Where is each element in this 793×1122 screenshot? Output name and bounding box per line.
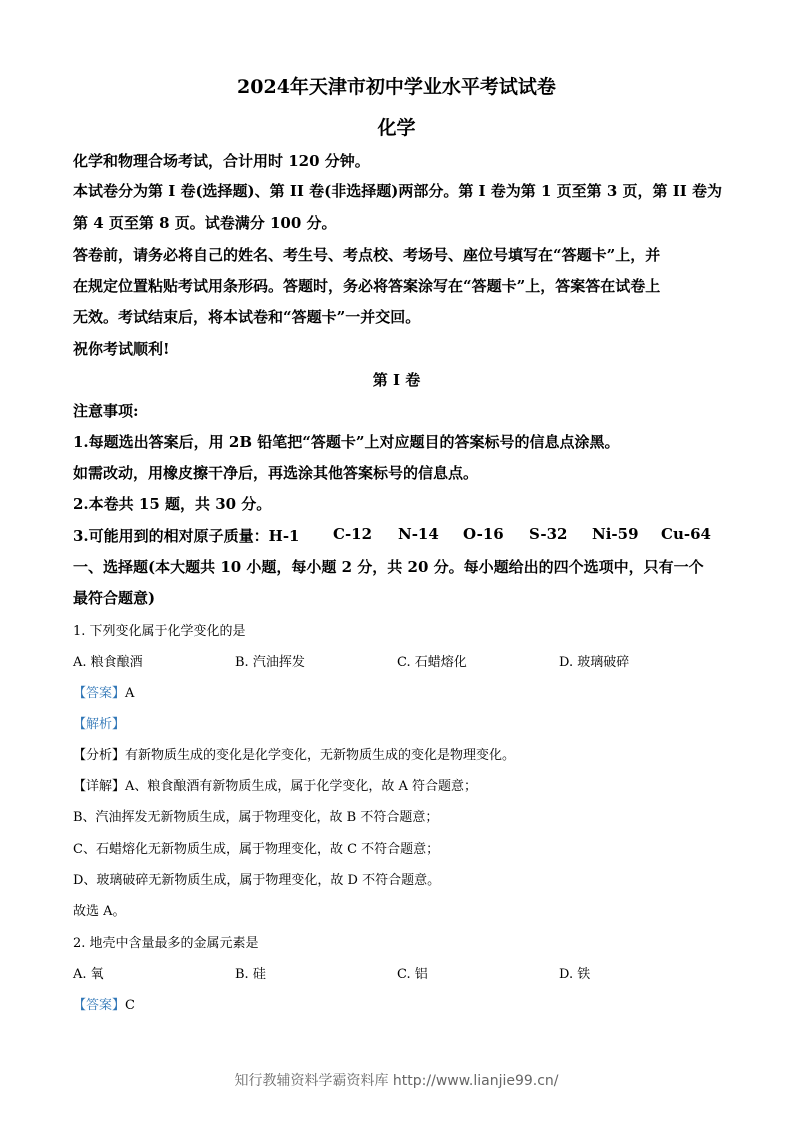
atomic-mass: C-12 bbox=[333, 525, 373, 543]
intro-line: 祝你考试顺利! bbox=[73, 340, 170, 358]
option-a: A. 粮食酿酒 bbox=[73, 655, 143, 670]
answer-value: C bbox=[125, 998, 135, 1013]
masses-label: 3.可能用到的相对原子质量：H-1 bbox=[73, 527, 300, 545]
intro-line: 无效。考试结束后，将本试卷和“答题卡”一并交回。 bbox=[73, 308, 421, 326]
section-heading: 一、选择题(本大题共 10 小题，每小题 2 分，共 20 分。每小题给出的四个选项中，只有一个 bbox=[73, 558, 704, 576]
intro-line: 答卷前，请务必将自己的姓名、考生号、考点校、考场号、座位号填写在“答题卡”上，并 bbox=[73, 246, 661, 264]
atomic-mass: S-32 bbox=[529, 525, 568, 543]
answer-value: A bbox=[125, 686, 135, 701]
answer-tag: 【答案】 bbox=[73, 686, 126, 701]
option-d: D. 玻璃破碎 bbox=[559, 655, 630, 670]
detail-line: C、石蜡熔化无新物质生成，属于物理变化，故 C 不符合题意； bbox=[73, 842, 440, 857]
note-line: 2.本卷共 15 题，共 30 分。 bbox=[73, 495, 272, 513]
answer-line bbox=[73, 682, 134, 701]
atomic-mass: Ni-59 bbox=[592, 525, 639, 543]
atomic-mass: N-14 bbox=[398, 525, 439, 543]
intro-line: 在规定位置粘贴考试用条形码。答题时，务必将答案涂写在“答题卡”上，答案答在试卷上 bbox=[73, 277, 661, 295]
intro-line: 化学和物理合场考试，合计用时 120 分钟。 bbox=[73, 152, 370, 170]
note-line: 如需改动，用橡皮擦干净后，再选涂其他答案标号的信息点。 bbox=[73, 464, 479, 482]
option-c: C. 石蜡熔化 bbox=[397, 655, 467, 670]
answer-line bbox=[73, 994, 135, 1013]
intro-line: 本试卷分为第 I 卷(选择题)、第 II 卷(非选择题)两部分。第 I 卷为第 1 页至第 3 页，第 II 卷为 bbox=[73, 182, 723, 200]
detail-line: 【详解】A、粮食酿酒有新物质生成，属于化学变化，故 A 符合题意； bbox=[73, 779, 478, 794]
section-heading-cont: 最符合题意) bbox=[73, 589, 156, 607]
subject-title: 化学 bbox=[377, 117, 416, 139]
detail-line: B、汽油挥发无新物质生成，属于物理变化，故 B 不符合题意； bbox=[73, 810, 439, 825]
notes-title: 注意事项: bbox=[73, 402, 139, 420]
question-stem: 1. 下列变化属于化学变化的是 bbox=[73, 624, 246, 639]
detail-line: D、玻璃破碎无新物质生成，属于物理变化，故 D 不符合题意。 bbox=[73, 873, 441, 888]
part-heading: 第 I 卷 bbox=[372, 371, 421, 389]
page-title: 2024年天津市初中学业水平考试试卷 bbox=[237, 76, 556, 98]
question-stem: 2. 地壳中含量最多的金属元素是 bbox=[73, 936, 259, 951]
atomic-mass: O-16 bbox=[463, 525, 504, 543]
analysis-line: 【分析】有新物质生成的变化是化学变化，无新物质生成的变化是物理变化。 bbox=[73, 748, 516, 763]
option-b: B. 汽油挥发 bbox=[235, 655, 305, 670]
detail-line: 故选 A。 bbox=[73, 904, 126, 919]
option-b: B. 硅 bbox=[235, 967, 266, 982]
answer-tag: 【答案】 bbox=[73, 998, 126, 1013]
footer-watermark: 知行教辅资料学霸资料库 http://www.lianjie99.cn/ bbox=[234, 1073, 559, 1089]
option-d: D. 铁 bbox=[559, 967, 591, 982]
option-c: C. 铝 bbox=[397, 967, 428, 982]
option-a: A. 氧 bbox=[73, 967, 104, 982]
atomic-mass: Cu-64 bbox=[661, 525, 711, 543]
analysis-tag: 【解析】 bbox=[73, 717, 126, 732]
intro-line: 第 4 页至第 8 页。试卷满分 100 分。 bbox=[73, 214, 337, 232]
note-line: 1.每题选出答案后，用 2B 铅笔把“答题卡”上对应题目的答案标号的信息点涂黑。 bbox=[73, 433, 620, 451]
